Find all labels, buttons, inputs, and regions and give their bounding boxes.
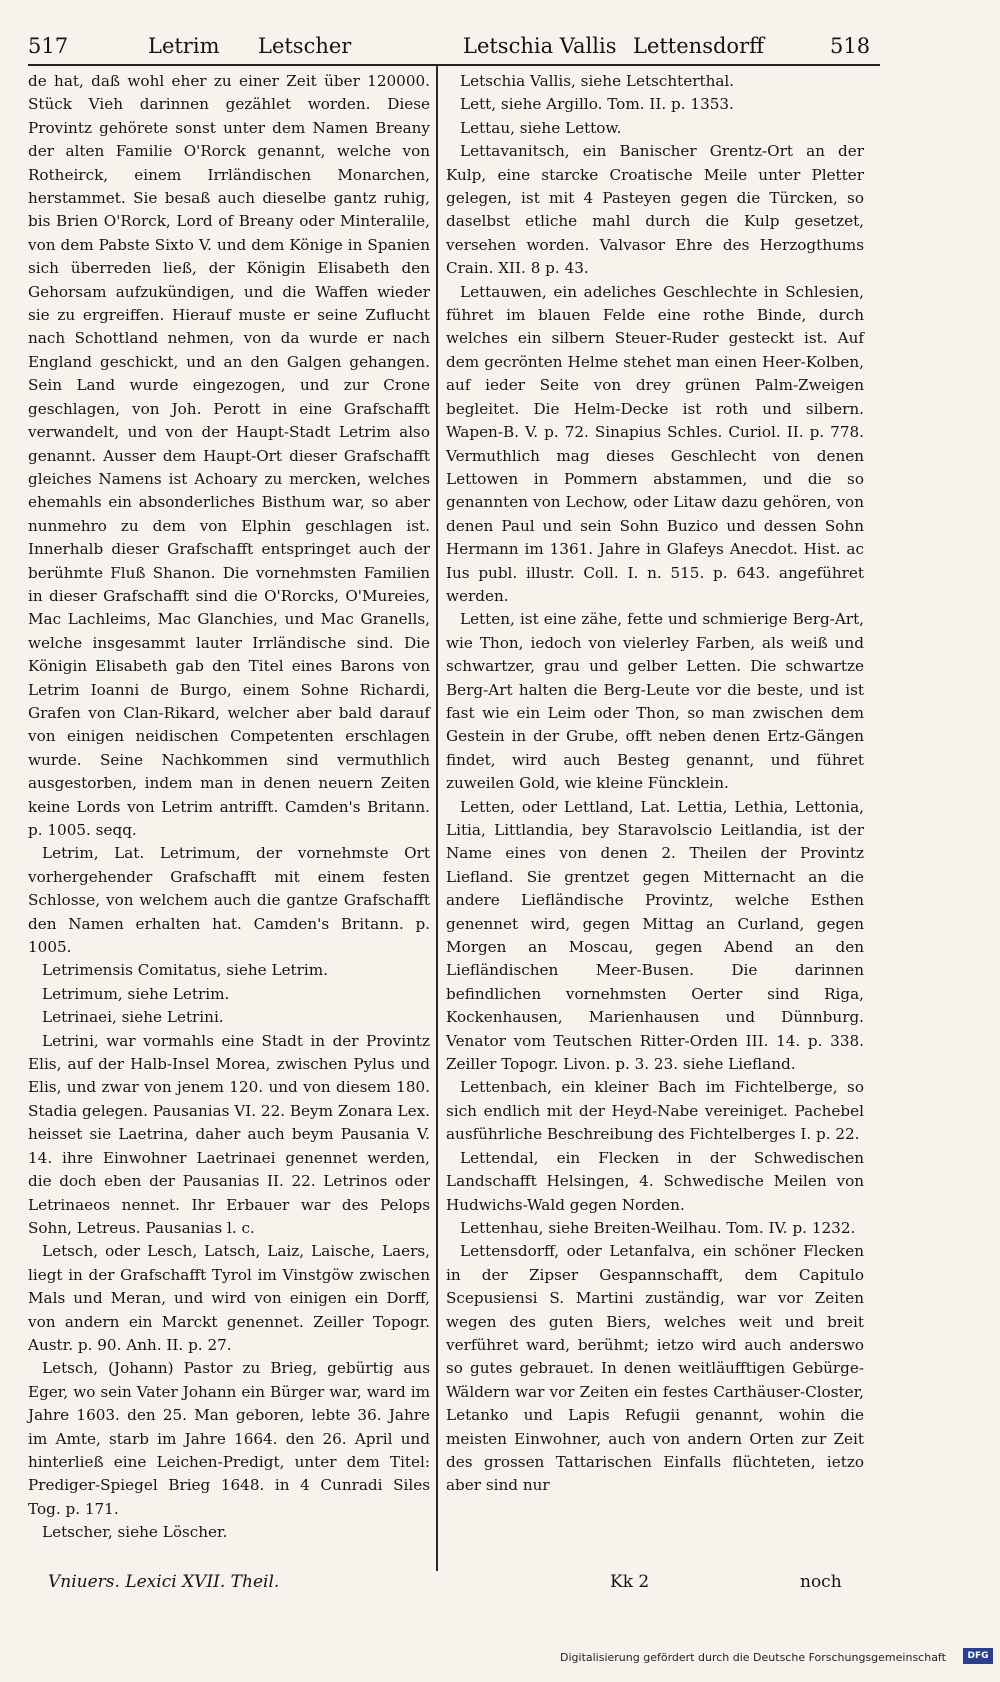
page-number-right: 518 <box>830 34 871 58</box>
catchword-left-last: Letscher <box>258 34 352 58</box>
entry-lettavanitsch: Lettavanitsch, ein Banischer Grentz-Ort an der Kulp, eine starcke Croatische Meile unter Pletter gelegen, ist mit 4 Pasteyen gegen die Türcken, so daselbst etliche mahl durch die Kulp gesetzet, versehen worden. Valvasor Ehre des Herzogthums Crain. XII. 8 p. 43. <box>446 142 864 278</box>
catchword-right-first: Letschia Vallis <box>463 34 617 58</box>
signature-volume: Vniuers. Lexici XVII. Theil. <box>48 1572 280 1592</box>
entry-lettendal: Lettendal, ein Flecken in der Schwedischen Landschafft Helsingen, 4. Schwedische Meilen von Hudwichs-Wald gegen Norden. <box>446 1148 864 1214</box>
entry-letrim-continued: de hat, daß wohl eher zu einer Zeit über 120000. Stück Vieh darinnen gezählet worden. Diese Provintz gehörete sonst unter dem Namen Breany der alten Familie O'Rorck genannt, welche von Rotheirck, einem Irrländischen Monarchen, herstammet. Sie besaß auch dieselbe gantz ruhig, bis Brien O'Rorck, Lord of Breany oder Minteralile, von dem Pabste Sixto V. und dem Könige in Spanien sich überreden ließ, der Königin Elisabeth den Gehorsam aufzukündigen, und die Waffen wieder sie zu ergreiffen. Hierauf muste er seine Zuflucht nach Schottland nehmen, von da wurde er nach England geschickt, und an den Galgen gehangen. Sein Land wurde eingezogen, und zur Crone geschlagen, von Joh. Perott in eine Grafschafft verwandelt, und von der Haupt-Stadt Letrim also genannt. Ausser dem Haupt-Ort dieser Grafschafft gleiches Namens ist Achoary zu mercken, welches ehemahls ein absonderliches Bisthum war, so aber nunmehro zu dem von Elphin geschlagen ist. Innerhalb dieser Grafschafft entspringet auch der berühmte Fluß Shanon. Die vornehmsten Familien in dieser Grafschafft sind die O'Rorcks, O'Mureies, Mac Lachleims, Mac Glanchies, und Mac Granells, welche insgesammt lauter Irrländische sind. Die Königin Elisabeth gab den Titel eines Barons von Letrim Ioanni de Burgo, einem Sohne Richardi, Grafen von Clan-Rikard, welcher aber bald darauf von einigen neidischen Competenten erschlagen wurde. Seine Nachkommen sind vermuthlich ausgestorben, indem man in denen neuern Zeiten keine Lords von Letrim antrifft. Camden's Britann. p. 1005. seqq. <box>28 72 430 839</box>
column-divider <box>436 66 438 1571</box>
entry-letrim-town: Letrim, Lat. Letrimum, der vornehmste Ort vorhergehender Grafschafft mit einem festen Schlosse, von welchem auch die gantze Grafschafft den Namen erhalten hat. Camden's Britann. p. 1005. <box>28 844 430 957</box>
catchword-right-last: Lettensdorff <box>633 34 765 58</box>
catchword-bottom: noch <box>800 1572 842 1592</box>
signature-sheet: Kk 2 <box>610 1572 650 1592</box>
entry-lettau: Lettau, siehe Lettow. <box>460 118 622 137</box>
entry-letschia-vallis: Letschia Vallis, siehe Letschterthal. <box>460 72 735 90</box>
entry-letscher: Letscher, siehe Löscher. <box>42 1523 228 1542</box>
entry-letten-lettland: Letten, oder Lettland, Lat. Lettia, Lethia, Lettonia, Litia, Littlandia, bey Staravolscio Leitlandia, ist der Name eines von denen 2. Theilen der Provintz Liefland. Sie grentzet gegen Mitternacht an die andere Liefländische Provintz, welche Esthen genennet wird, gegen Mittag an Curland, gegen Morgen an Moscau, gegen Abend an den Liefländischen Meer-Busen. Die darinnen befindlichen vornehmsten Oerter sind Riga, Kockenhausen, Marienhausen und Dünnburg. Venator vom Teutschen Ritter-Orden III. 14. p. 338. Zeiller Topogr. Livon. p. 3. 23. siehe Liefland. <box>446 797 864 1074</box>
entry-letsch-johann: Letsch, (Johann) Pastor zu Brieg, gebürtig aus Eger, wo sein Vater Johann ein Bürger war, ward im Jahre 1603. den 25. Man geboren, lebte 36. Jahre im Amte, starb im Jahre 1664. den 26. April und hinterließ eine Leichen-Predigt, unter dem Titel: Prediger-Spiegel Brieg 1648. in 4 Cunradi Siles Tog. p. 171. <box>28 1359 430 1518</box>
header-rule <box>28 64 880 66</box>
right-column <box>446 70 864 1498</box>
entry-letrimum: Letrimum, siehe Letrim. <box>42 984 230 1003</box>
page-number-left: 517 <box>28 34 69 58</box>
dfg-funding-note: Digitalisierung gefördert durch die Deutsche Forschungsgemeinschaft <box>560 1651 946 1664</box>
entry-letten-clay: Letten, ist eine zähe, fette und schmierige Berg-Art, wie Thon, iedoch von vielerley Farben, als weiß und schwartzer, grau und gelber Letten. Die schwartze Berg-Art halten die Berg-Leute vor die beste, und ist fast wie ein Leim oder Thon, so man zwischen dem Gestein in der Grube, offt neben denen Ertz-Gängen findet, wird auch Besteg genannt, und führet zuweilen Gold, wie kleine Füncklein. <box>446 610 864 793</box>
left-column <box>28 70 430 1545</box>
running-header <box>28 30 878 64</box>
entry-letrimensis: Letrimensis Comitatus, siehe Letrim. <box>42 961 329 980</box>
entry-letrini: Letrini, war vormahls eine Stadt in der Provintz Elis, auf der Halb-Insel Morea, zwischen Pylus und Elis, und zwar von jenem 120. und von diesem 180. Stadia gelegen. Pausanias VI. 22. Beym Zonara Lex. heisset sie Laetrina, daher auch beym Pausania V. 14. ihre Einwohner Laetrinaei genennet werden, die doch eben der Pausanias II. 22. Letrinos oder Letrinaeos nennet. Ihr Erbauer war des Pelops Sohn, Letreus. Pausanias l. c. <box>28 1031 430 1237</box>
entry-letsch-place: Letsch, oder Lesch, Latsch, Laiz, Laische, Laers, liegt in der Grafschafft Tyrol im Vinstgöw zwischen Mals und Meran, und wird von einigen ein Dorff, von andern ein Marckt genennet. Zeiller Topogr. Austr. p. 90. Anh. II. p. 27. <box>28 1242 430 1354</box>
dfg-logo: DFG <box>963 1648 993 1664</box>
entry-lettauwen: Lettauwen, ein adeliches Geschlechte in Schlesien, führet im blauen Felde eine rothe Binde, durch welches ein silbern Steuer-Ruder gesteckt ist. Auf dem gecrönten Helme stehet man einen Heer-Kolben, auf ieder Seite von drey grünen Palm-Zweigen begleitet. Die Helm-Decke ist roth und silbern. Wapen-B. V. p. 72. Sinapius Schles. Curiol. II. p. 778. Vermuthlich mag dieses Geschlecht von denen Lettowen in Pommern abstammen, und die so genannten von Lechow, oder Litaw dazu gehören, von denen Paul und sein Sohn Buzico und dessen Sohn Hermann im 1361. Jahre in Glafeys Anecdot. Hist. ac Ius publ. illustr. Coll. I. n. 515. p. 643. angeführet werden. <box>446 282 864 605</box>
entry-lettenbach: Lettenbach, ein kleiner Bach im Fichtelberge, so sich endlich mit der Heyd-Nabe vereiniget. Pachebel ausführliche Beschreibung des Fichtelberges I. p. 22. <box>446 1078 864 1144</box>
catchword-left-first: Letrim <box>148 34 220 58</box>
entry-lettensdorff: Lettensdorff, oder Letanfalva, ein schöner Flecken in der Zipser Gespannschafft, dem Capitulo Scepusiensi S. Martini zuständig, war vor Zeiten wegen des guten Biers, welches weit und breit verführet ward, berühmt; ietzo wird auch anderswo so gutes gebrauet. In denen weitläufftigen Gebürge-Wäldern war vor Zeiten ein festes Carthäuser-Closter, Letanko und Lapis Refugii genannt, wohin die meisten Einwohner, auch von andern Orten zur Zeit des grossen Tattarischen Einfalls flüchteten, ietzo aber sind nur <box>446 1242 864 1495</box>
entry-lett: Lett, siehe Argillo. Tom. II. p. 1353. <box>460 95 734 114</box>
entry-letrinaei: Letrinaei, siehe Letrini. <box>42 1008 224 1027</box>
entry-lettenhau: Lettenhau, siehe Breiten-Weilhau. Tom. IV. p. 1232. <box>460 1218 856 1237</box>
